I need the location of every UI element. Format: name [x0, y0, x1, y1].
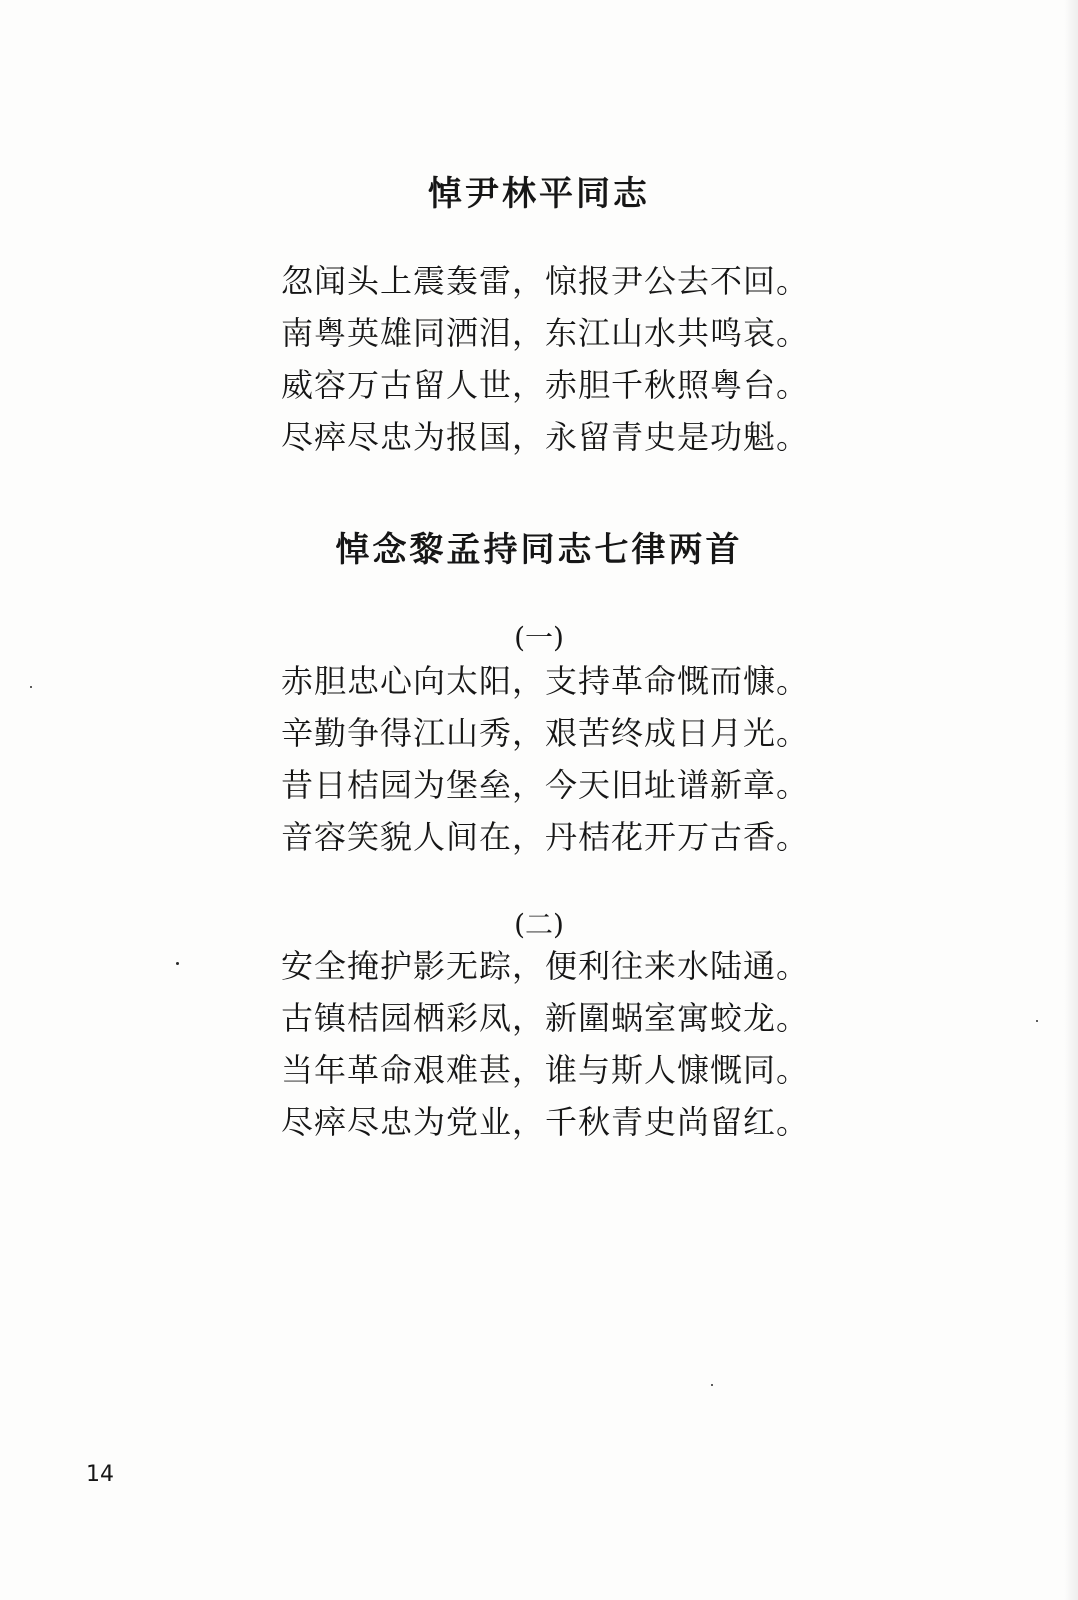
poem-body: [281, 655, 841, 863]
scan-speck: [176, 962, 179, 965]
scan-speck: [1036, 1020, 1038, 1022]
verse-line: 当年革命艰难甚，谁与斯人慷慨同。: [281, 1051, 810, 1089]
verse-line: 赤胆忠心向太阳，支持革命慨而慷。: [281, 662, 810, 700]
verse-line: 威容万古留人世，赤胆千秋照粤台。: [281, 366, 810, 404]
poem-body: [281, 255, 841, 463]
verse-line: 尽瘁尽忠为报国，永留青史是功魁。: [281, 418, 810, 456]
verse-line: 古镇桔园栖彩凤，新圍蜗室寓蛟龙。: [281, 999, 810, 1037]
poem-title: 悼尹林平同志: [428, 174, 650, 214]
scan-speck: [30, 686, 32, 688]
verse-line: 南粤英雄同洒泪，东江山水共鸣哀。: [281, 314, 810, 352]
verse-line: 尽瘁尽忠为党业，千秋青史尚留红。: [281, 1103, 810, 1141]
verse-line: 辛勤争得江山秀，艰苦终成日月光。: [281, 714, 810, 752]
scan-edge-shadow: [1064, 0, 1078, 1600]
poem-title: 悼念黎孟持同志七律两首: [335, 530, 743, 570]
section-number: (二): [514, 908, 564, 941]
verse-line: 安全掩护影无踪，便利往来水陆通。: [281, 947, 810, 985]
verse-line: 音容笑貌人间在，丹桔花开万古香。: [281, 818, 810, 856]
poem-body: [281, 940, 841, 1148]
scan-speck: [711, 1384, 713, 1386]
section-number: (一): [514, 621, 564, 654]
verse-line: 忽闻头上震轰雷，惊报尹公去不回。: [281, 262, 810, 300]
page-number: 14: [86, 1462, 114, 1487]
verse-line: 昔日桔园为堡垒，今天旧址谱新章。: [281, 766, 810, 804]
